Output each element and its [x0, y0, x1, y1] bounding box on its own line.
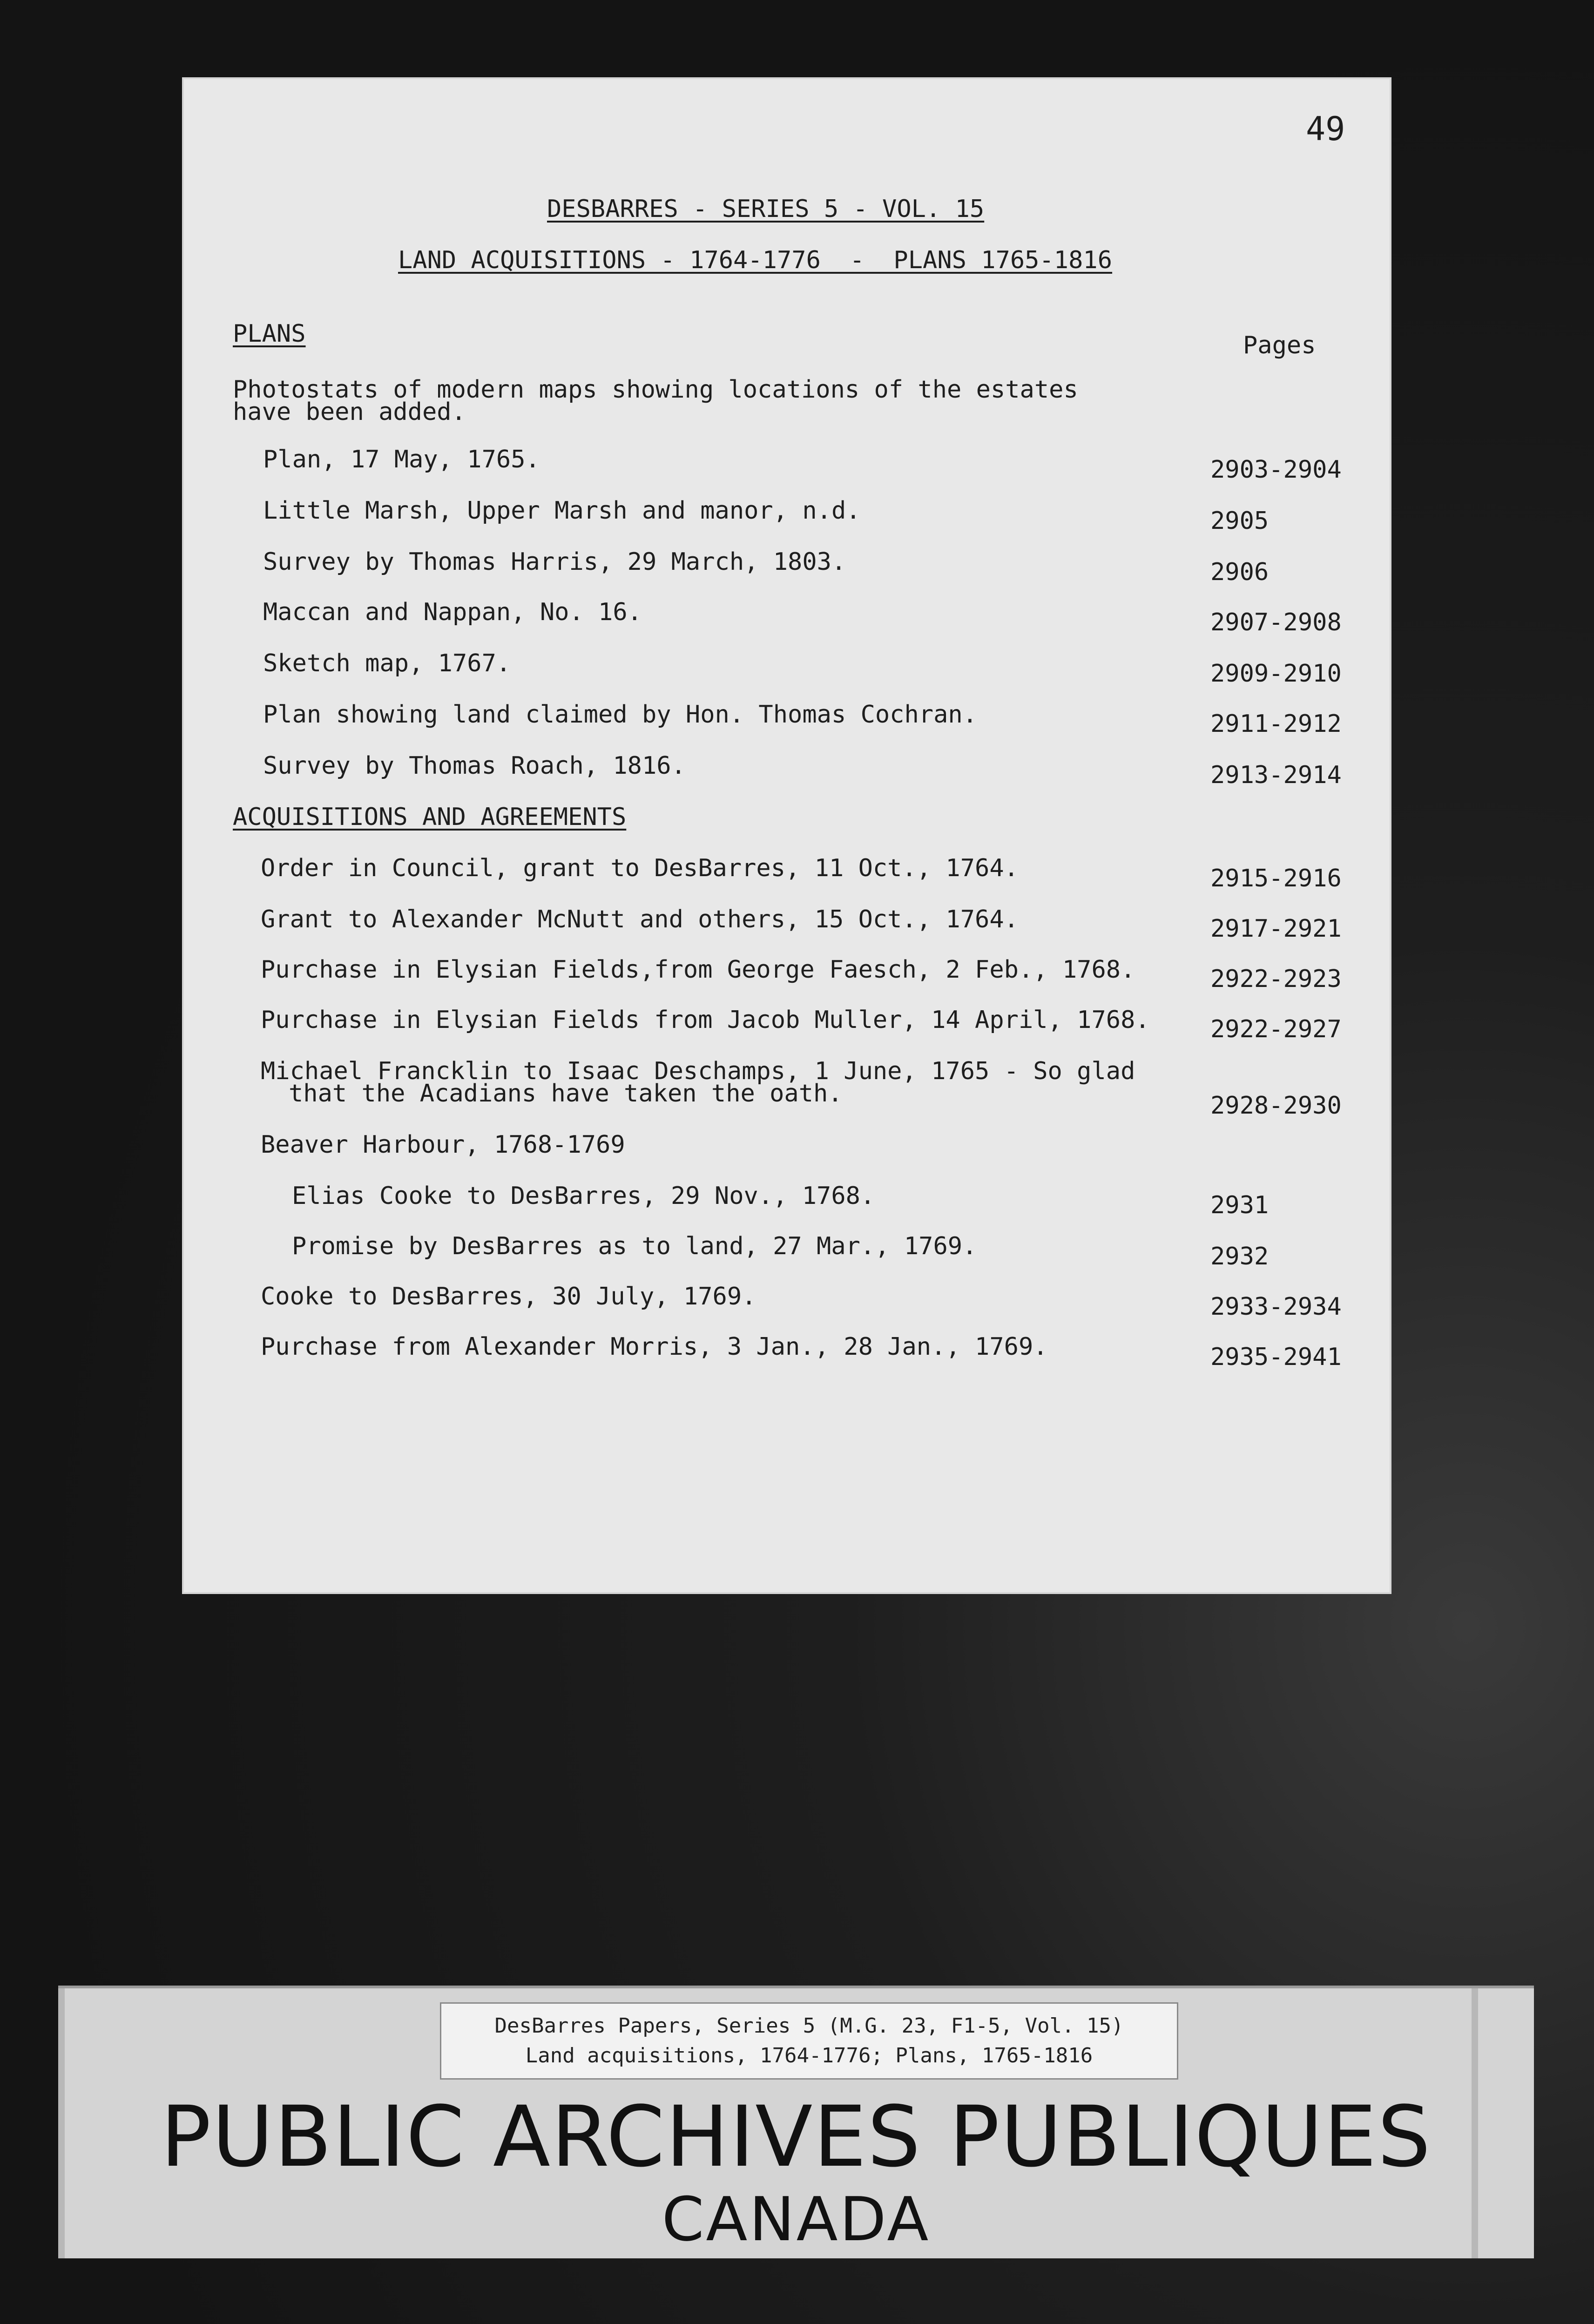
- header-line-2: LAND ACQUISITIONS - 1764-1776 - PLANS 1765-1816: [398, 246, 1113, 274]
- acquisition-item-text: Promise by DesBarres as to land, 27 Mar., 1769.: [292, 1232, 977, 1260]
- plan-item-pages: 2911-2912: [1210, 710, 1342, 738]
- acquisition-group-heading: Beaver Harbour, 1768-1769: [261, 1131, 625, 1159]
- acquisition-item-pages: 2915-2916: [1210, 865, 1342, 892]
- acquisition-item-text-continued: that the Acadians have taken the oath.: [289, 1080, 843, 1108]
- acquisition-item-pages: 2933-2934: [1210, 1293, 1342, 1321]
- plan-item-pages: 2913-2914: [1210, 761, 1342, 789]
- plan-item-text: Plan showing land claimed by Hon. Thomas Cochran.: [263, 701, 978, 729]
- label-strip-line-2: Land acquisitions, 1764-1776; Plans, 1765-1816: [525, 2044, 1093, 2067]
- label-strip-line-1: DesBarres Papers, Series 5 (M.G. 23, F1-5, Vol. 15): [494, 2014, 1124, 2038]
- archives-title: PUBLIC ARCHIVES PUBLIQUES: [160, 2088, 1432, 2186]
- acquisition-item-text: Purchase in Elysian Fields from Jacob Muller, 14 April, 1768.: [261, 1006, 1150, 1034]
- archive-label: [58, 1986, 1534, 2258]
- plan-item-text: Plan, 17 May, 1765.: [263, 446, 540, 473]
- acquisition-item-pages: 2922-2923: [1210, 965, 1342, 993]
- acquisition-item-text: Cooke to DesBarres, 30 July, 1769.: [261, 1283, 756, 1311]
- plan-item-text: Sketch map, 1767.: [263, 649, 511, 677]
- header-line-1: DESBARRES - SERIES 5 - VOL. 15: [547, 195, 985, 223]
- acquisition-item-text: Order in Council, grant to DesBarres, 11 Oct., 1764.: [261, 854, 1019, 882]
- plans-note-line-2: have been added.: [233, 398, 466, 426]
- acquisition-item-text: Elias Cooke to DesBarres, 29 Nov., 1768.: [292, 1182, 875, 1210]
- plan-item-pages: 2903-2904: [1210, 456, 1342, 484]
- plans-note-line-1: Photostats of modern maps showing locations of the estates: [233, 376, 1078, 404]
- acquisition-item-pages: 2935-2941: [1210, 1343, 1342, 1371]
- acquisition-item-pages: 2922-2927: [1210, 1015, 1342, 1043]
- acquisition-item-pages: 2932: [1210, 1243, 1269, 1270]
- plan-item-text: Little Marsh, Upper Marsh and manor, n.d.: [263, 497, 861, 525]
- plan-item-text: Maccan and Nappan, No. 16.: [263, 598, 642, 626]
- plan-item-pages: 2906: [1210, 558, 1269, 586]
- pages-heading: Pages: [1243, 331, 1316, 359]
- page-number: 49: [1306, 110, 1345, 148]
- plan-item-pages: 2905: [1210, 507, 1269, 535]
- acquisition-item-text: Michael Francklin to Isaac Deschamps, 1 June, 1765 - So glad: [261, 1057, 1135, 1085]
- acquisitions-heading: ACQUISITIONS AND AGREEMENTS: [233, 803, 627, 831]
- acquisition-item-pages: 2931: [1210, 1191, 1269, 1219]
- acquisition-item-text: Purchase from Alexander Morris, 3 Jan., 28 Jan., 1769.: [261, 1333, 1048, 1361]
- document-page: [184, 79, 1390, 1592]
- archives-subtitle: CANADA: [662, 2184, 931, 2255]
- acquisition-item-pages: 2928-2930: [1210, 1092, 1342, 1120]
- acquisition-item-pages: 2917-2921: [1210, 915, 1342, 943]
- label-strip: [440, 2002, 1178, 2080]
- plan-item-pages: 2909-2910: [1210, 660, 1342, 688]
- plan-item-text: Survey by Thomas Roach, 1816.: [263, 752, 686, 780]
- plan-item-text: Survey by Thomas Harris, 29 March, 1803.: [263, 548, 846, 576]
- acquisition-item-text: Grant to Alexander McNutt and others, 15 Oct., 1764.: [261, 905, 1019, 933]
- plan-item-pages: 2907-2908: [1210, 608, 1342, 636]
- plans-heading: PLANS: [233, 320, 306, 348]
- acquisition-item-text: Purchase in Elysian Fields,from George Faesch, 2 Feb., 1768.: [261, 956, 1135, 984]
